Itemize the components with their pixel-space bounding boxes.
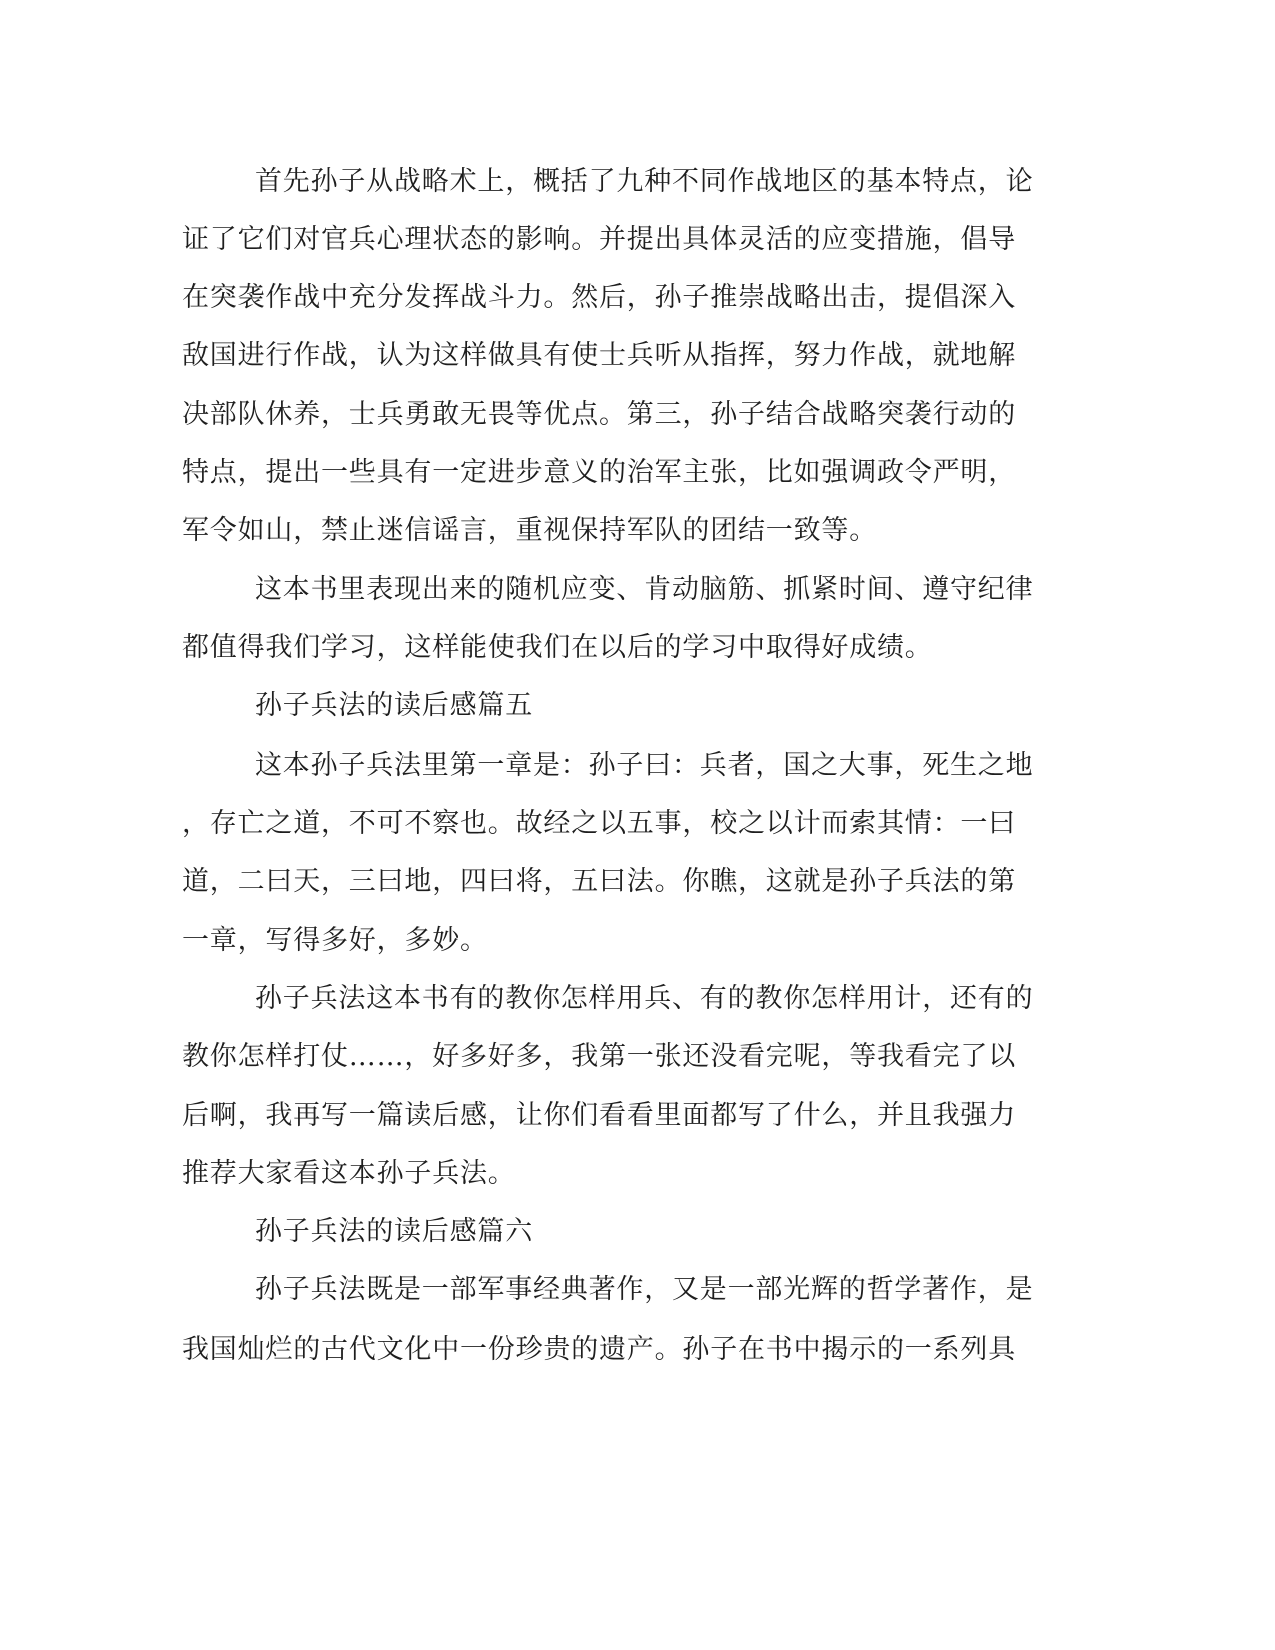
paragraph-line: 都值得我们学习，这样能使我们在以后的学习中取得好成绩。 <box>182 632 933 663</box>
paragraph-line: 军令如山，禁止迷信谣言，重视保持军队的团结一致等。 <box>182 515 877 546</box>
paragraph-line: 敌国进行作战，认为这样做具有使士兵听从指挥，努力作战，就地解 <box>182 340 1016 371</box>
paragraph-line: 在突袭作战中充分发挥战斗力。然后，孙子推崇战略出击，提倡深入 <box>182 282 1016 313</box>
paragraph-line: 我国灿烂的古代文化中一份珍贵的遗产。孙子在书中揭示的一系列具 <box>182 1334 1016 1365</box>
paragraph-line: 道，二曰天，三曰地，四曰将，五曰法。你瞧，这就是孙子兵法的第 <box>182 866 1016 897</box>
section-heading: 孙子兵法的读后感篇五 <box>255 690 533 721</box>
paragraph-line: 这本孙子兵法里第一章是：孙子曰：兵者，国之大事，死生之地 <box>255 750 1034 781</box>
paragraph-line: 一章，写得多好，多妙。 <box>182 925 488 956</box>
paragraph-line: 这本书里表现出来的随机应变、肯动脑筋、抓紧时间、遵守纪律 <box>255 574 1034 605</box>
paragraph-line: 后啊，我再写一篇读后感，让你们看看里面都写了什么，并且我强力 <box>182 1100 1016 1131</box>
paragraph-line: 推荐大家看这本孙子兵法。 <box>182 1158 516 1189</box>
paragraph-line: 首先孙子从战略术上，概括了九种不同作战地区的基本特点，论 <box>255 166 1034 197</box>
paragraph-line: 决部队休养，士兵勇敢无畏等优点。第三，孙子结合战略突袭行动的 <box>182 399 1016 430</box>
paragraph-line: ，存亡之道，不可不察也。故经之以五事，校之以计而索其情：一曰 <box>182 808 1016 839</box>
paragraph-line: 孙子兵法这本书有的教你怎样用兵、有的教你怎样用计，还有的 <box>255 983 1034 1014</box>
paragraph-line: 特点，提出一些具有一定进步意义的治军主张，比如强调政令严明， <box>182 457 1016 488</box>
paragraph-line: 证了它们对官兵心理状态的影响。并提出具体灵活的应变措施，倡导 <box>182 224 1016 255</box>
paragraph-line: 孙子兵法既是一部军事经典著作，又是一部光辉的哲学著作，是 <box>255 1274 1034 1305</box>
section-heading: 孙子兵法的读后感篇六 <box>255 1216 533 1247</box>
paragraph-line: 教你怎样打仗……，好多好多，我第一张还没看完呢，等我看完了以 <box>182 1041 1016 1072</box>
